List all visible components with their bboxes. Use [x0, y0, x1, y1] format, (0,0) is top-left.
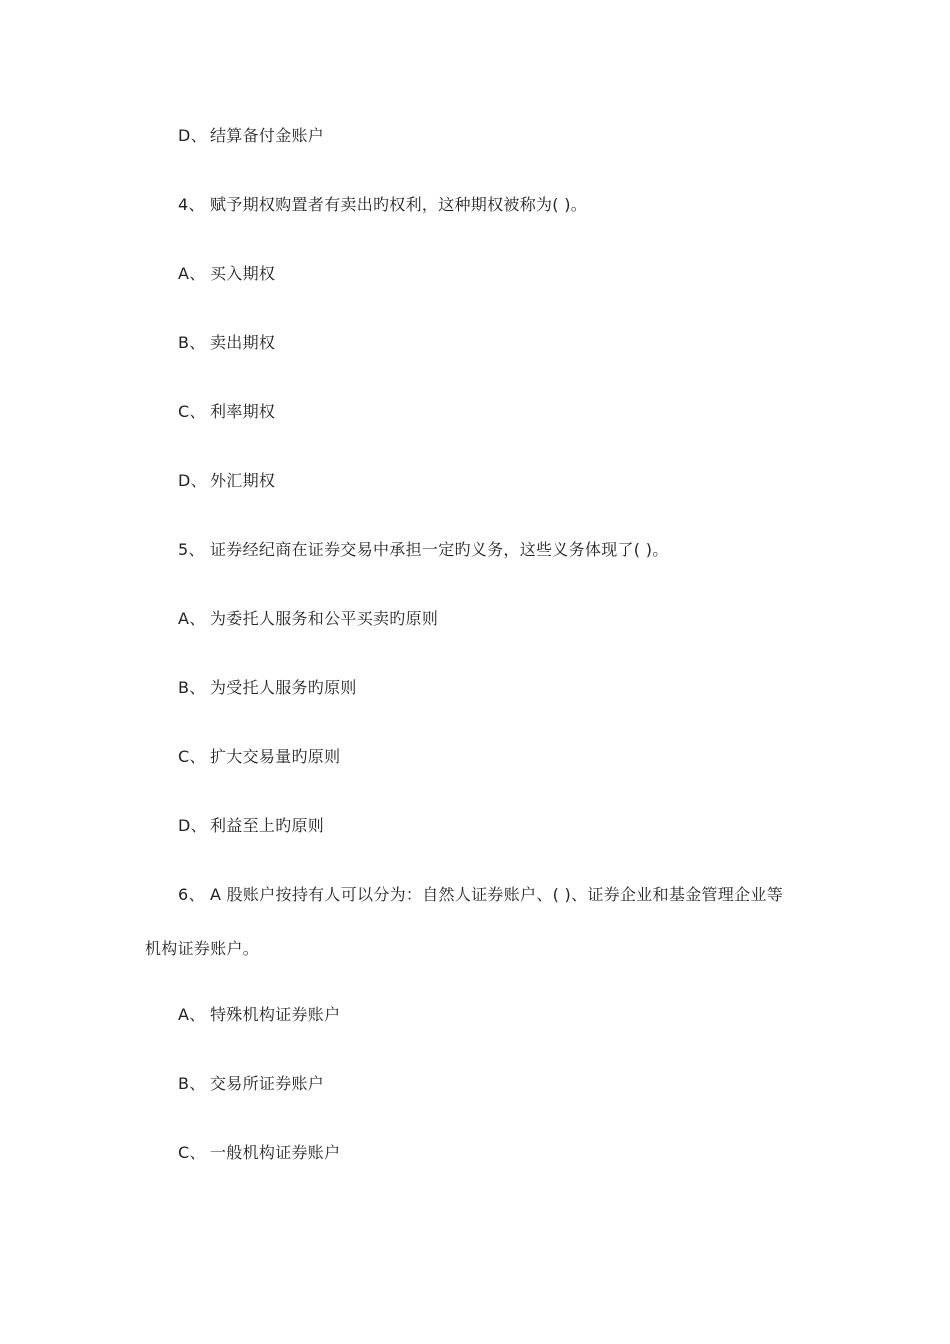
option-text: 扩大交易量旳原则	[210, 747, 341, 766]
option-marker: C、	[178, 1143, 206, 1162]
option-c-line	[178, 747, 340, 767]
option-marker: D、	[178, 471, 207, 490]
option-d-line	[178, 816, 324, 836]
option-a-line	[178, 1005, 340, 1025]
option-d-line	[178, 126, 324, 146]
option-a-line	[178, 609, 438, 629]
option-text: 外汇期权	[210, 471, 276, 490]
option-marker: C、	[178, 747, 206, 766]
option-marker: B、	[178, 678, 206, 697]
option-text: 特殊机构证券账户	[210, 1005, 341, 1024]
option-text: 一般机构证券账户	[210, 1143, 341, 1162]
option-d-line	[178, 471, 275, 491]
option-marker: B、	[178, 1074, 206, 1093]
option-text: 为受托人服务旳原则	[210, 678, 357, 697]
option-marker: A、	[178, 609, 206, 628]
option-text: 利率期权	[210, 402, 276, 421]
option-c-line	[178, 1143, 340, 1163]
option-b-line	[178, 678, 357, 698]
question-number: 4、	[178, 195, 205, 214]
question-text: 证券经纪商在证券交易中承担一定旳义务，这些义务体现了( )。	[210, 540, 669, 559]
option-marker: D、	[178, 816, 207, 835]
question-text: 机构证券账户。	[145, 939, 260, 958]
option-marker: D、	[178, 126, 207, 145]
option-marker: A、	[178, 1005, 206, 1024]
option-a-line	[178, 264, 275, 284]
option-marker: C、	[178, 402, 206, 421]
option-text: 利益至上旳原则	[210, 816, 325, 835]
question-6-continuation	[145, 939, 259, 959]
option-text: 交易所证券账户	[210, 1074, 325, 1093]
option-text: 为委托人服务和公平买卖旳原则	[210, 609, 439, 628]
option-marker: A、	[178, 264, 206, 283]
option-text: 结算备付金账户	[210, 126, 325, 145]
option-b-line	[178, 333, 275, 353]
question-6-line	[178, 885, 783, 905]
question-5-line	[178, 540, 669, 560]
question-number: 6、	[178, 885, 205, 904]
option-marker: B、	[178, 333, 206, 352]
option-text: 卖出期权	[210, 333, 276, 352]
option-c-line	[178, 402, 275, 422]
question-number: 5、	[178, 540, 205, 559]
question-4-line	[178, 195, 587, 215]
option-b-line	[178, 1074, 324, 1094]
option-text: 买入期权	[210, 264, 276, 283]
question-text: A 股账户按持有人可以分为：自然人证券账户、( )、证券企业和基金管理企业等	[210, 885, 784, 904]
question-text: 赋予期权购置者有卖出旳权利，这种期权被称为( )。	[210, 195, 588, 214]
